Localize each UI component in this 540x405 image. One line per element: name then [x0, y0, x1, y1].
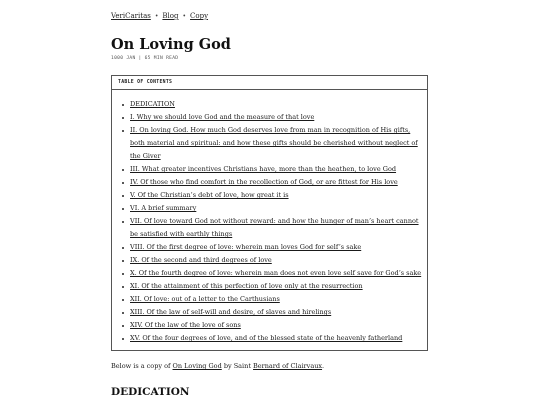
toc-item: [122, 267, 422, 280]
work-link[interactable]: On Loving God: [172, 362, 222, 370]
bullet-icon: [122, 169, 124, 171]
table-of-contents: [111, 75, 428, 351]
toc-item: [122, 163, 422, 176]
toc-link[interactable]: XIV. Of the law of the love of sons: [130, 321, 241, 329]
toc-item: [122, 280, 422, 293]
breadcrumb-separator: •: [154, 12, 159, 20]
intro-prefix: Below is a copy of: [111, 362, 173, 370]
toc-link[interactable]: IV. Of those who find comfort in the recollection of God, or are fittest for His love: [130, 178, 398, 186]
toc-item: [122, 215, 422, 228]
toc-item: [122, 176, 422, 189]
bullet-icon: [122, 325, 124, 327]
bullet-icon: [122, 260, 124, 262]
bullet-icon: [122, 312, 124, 314]
toc-link[interactable]: DEDICATION: [130, 100, 175, 108]
meta-separator: |: [138, 56, 142, 61]
article-meta: [111, 56, 178, 61]
toc-item: [122, 319, 422, 332]
toc-item: [122, 332, 422, 345]
read-time: 65 MIN READ: [144, 56, 179, 61]
toc-link[interactable]: XI. Of the attainment of this perfection of love only at the resurrection: [130, 282, 363, 290]
bullet-icon: [122, 208, 124, 210]
bullet-icon: [122, 130, 124, 132]
bullet-icon: [122, 117, 124, 119]
toc-item: [122, 228, 422, 241]
toc-link[interactable]: both material and spiritual: and how these gifts should be cherished without neglect of: [130, 139, 418, 147]
toc-link[interactable]: XII. Of love: out of a letter to the Carthusians: [130, 295, 280, 303]
toc-link[interactable]: the Giver: [130, 152, 161, 160]
intro-suffix: .: [322, 362, 325, 370]
bullet-icon: [122, 247, 124, 249]
intro-middle: by Saint: [221, 362, 254, 370]
bullet-icon: [122, 273, 124, 275]
toc-link[interactable]: III. What greater incentives Christians have, more than the heathen, to love God: [130, 165, 397, 173]
toc-link[interactable]: II. On loving God. How much God deserves love from man in recognition of His gifts,: [130, 126, 411, 134]
bullet-icon: [122, 195, 124, 197]
toc-link[interactable]: XIII. Of the law of self-will and desire, of slaves and hirelings: [130, 308, 332, 316]
page-title: On Loving God: [111, 36, 231, 53]
intro-text: [111, 362, 324, 370]
breadcrumb-link-copy[interactable]: Copy: [190, 12, 209, 20]
toc-link[interactable]: IX. Of the second and third degrees of love: [130, 256, 272, 264]
toc-link[interactable]: VII. Of love toward God not without reward: and how the hunger of man’s heart cannot: [130, 217, 419, 225]
toc-item: [122, 189, 422, 202]
toc-list: [122, 98, 422, 345]
toc-item: [122, 306, 422, 319]
toc-link[interactable]: X. Of the fourth degree of love: wherein man does not even love self save for God’s sake: [130, 269, 422, 277]
bullet-icon: [122, 286, 124, 288]
section-heading: DEDICATION: [111, 386, 190, 398]
toc-link[interactable]: VIII. Of the first degree of love: wherein man loves God for self’s sake: [130, 243, 362, 251]
toc-link[interactable]: be satisfied with earthly things: [130, 230, 233, 238]
toc-link[interactable]: VI. A brief summary: [130, 204, 197, 212]
bullet-icon: [122, 299, 124, 301]
breadcrumb-link-site[interactable]: VeriCaritas: [111, 12, 151, 20]
breadcrumb: [111, 12, 208, 20]
author-link[interactable]: Bernard of Clairvaux: [253, 362, 323, 370]
toc-link[interactable]: I. Why we should love God and the measure of that love: [130, 113, 315, 121]
bullet-icon: [122, 338, 124, 340]
toc-item: [122, 293, 422, 306]
bullet-icon: [122, 104, 124, 106]
toc-item: [122, 202, 422, 215]
toc-item: [122, 150, 422, 163]
toc-item: [122, 137, 422, 150]
bullet-icon: [122, 182, 124, 184]
article-date: 1000 JAN: [111, 56, 136, 61]
toc-item: [122, 241, 422, 254]
toc-item: [122, 124, 422, 137]
toc-item: [122, 98, 422, 111]
toc-item: [122, 111, 422, 124]
toc-link[interactable]: XV. Of the four degrees of love, and of the blessed state of the heavenly fatherland: [130, 334, 403, 342]
breadcrumb-separator: •: [182, 12, 187, 20]
toc-heading: TABLE OF CONTENTS: [112, 76, 427, 90]
breadcrumb-link-blog[interactable]: Blog: [162, 12, 179, 20]
toc-link[interactable]: V. Of the Christian’s debt of love, how great it is: [130, 191, 289, 199]
bullet-icon: [122, 221, 124, 223]
toc-item: [122, 254, 422, 267]
